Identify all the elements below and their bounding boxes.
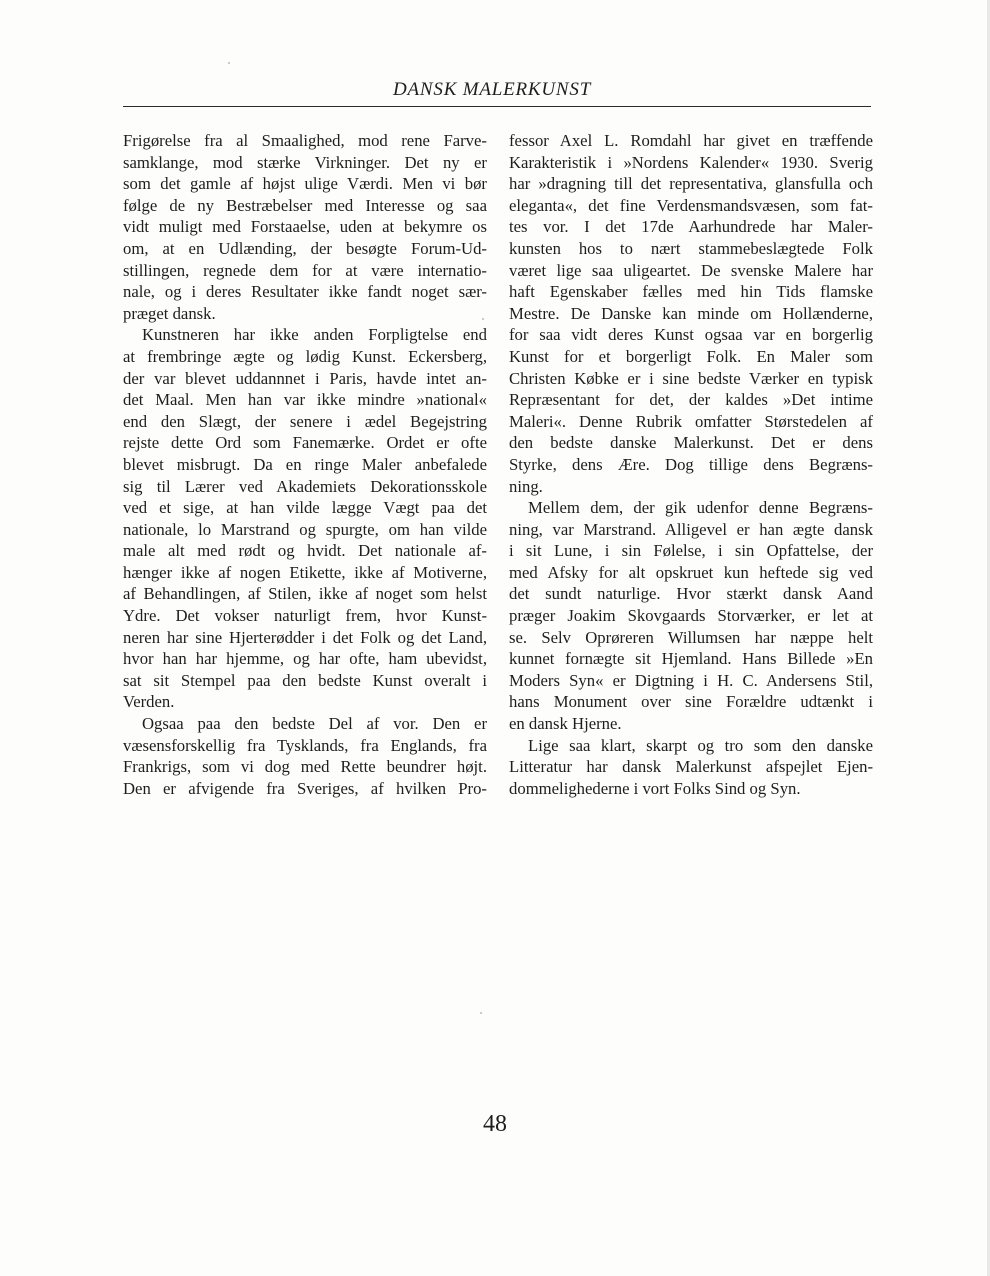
text-line: Ydre. Det vokser naturligt frem, hvor Kunst- [123, 606, 487, 626]
text-line: ning, var Marstrand. Alligevel er han ægte dansk [509, 519, 873, 539]
text-line: ved et sige, at han vilde lægge Vægt paa det [123, 498, 487, 518]
text-line: Ogsaa paa den bedste Del af vor. Den er [142, 714, 487, 734]
text-line: Moders Syn« er Digtning i H. C. Andersens Stil, [509, 670, 873, 690]
text-line: har »dragning till det representativa, glansfulla och [509, 174, 873, 194]
text-line: neren har sine Hjerterødder i det Folk og det Land, [123, 627, 487, 647]
paper-speck [480, 1012, 482, 1014]
text-line: Mellem dem, der gik udenfor denne Begræns- [528, 498, 873, 518]
text-line: blevet misbrugt. Da en ringe Maler anbefalede [123, 454, 487, 474]
text-line: af Behandlingen, af Stilen, ikke af noget som helst [123, 584, 487, 604]
text-line: samklange, mod stærke Virkninger. Det ny er [123, 152, 487, 172]
left-text-column [123, 130, 487, 799]
text-line: det sundt naturlige. Hvor stærkt dansk Aand [509, 584, 873, 604]
text-line: Styrke, dens Ære. Dog tillige dens Begræns- [509, 454, 873, 474]
text-line: hvor han har hjemme, og har ofte, ham ubevidst, [123, 649, 487, 669]
paper-speck [228, 62, 230, 64]
text-line: haft Egenskaber fælles med hin Tids flamske [509, 282, 873, 302]
text-line: følge de ny Bestræbelser med Interesse og saa [123, 195, 487, 215]
text-line: Frankrigs, som vi dog med Rette beundrer højt. [123, 757, 487, 777]
text-line: væsensforskellig fra Tysklands, fra Englands, fra [123, 735, 487, 755]
text-line: præger Joakim Skovgaards Storværker, er let at [509, 606, 873, 626]
text-line: Verden. [123, 692, 175, 712]
text-line: stillingen, regnede dem for at være internatio- [123, 260, 487, 280]
text-line: kunsten hos to nært stammebeslægtede Folk [509, 238, 873, 258]
running-header [123, 78, 871, 107]
text-line: Lige saa klart, skarpt og tro som den danske [528, 735, 873, 755]
text-line: Repræsentant for det, der kaldes »Det intime [509, 390, 873, 410]
text-line: Litteratur har dansk Malerkunst afspejlet Ejen- [509, 757, 873, 777]
text-line: Christen Købke er i sine bedste Værker en typisk [509, 368, 873, 388]
text-line: rejste dette Ord som Fanemærke. Ordet er ofte [123, 433, 487, 453]
text-line: se. Selv Oprøreren Willumsen har næppe helt [509, 627, 873, 647]
text-line: at frembringe ægte og lødig Kunst. Eckersberg, [123, 346, 487, 366]
text-line: eleganta«, det fine Verdensmandsvæsen, som fat- [509, 195, 873, 215]
text-line: Mestre. De Danske kan minde om Hollænderne, [509, 303, 873, 323]
page-number: 48 [483, 1111, 507, 1137]
text-line: kunnet fornægte sit Hjemland. Hans Billede »En [509, 649, 873, 669]
text-line: en dansk Hjerne. [509, 714, 622, 734]
paper-speck [482, 318, 484, 320]
text-line: Kunstneren har ikke anden Forpligtelse end [142, 325, 487, 345]
text-line: med Afsky for alt opskruet kun heftede sig ved [509, 562, 873, 582]
text-line: Kunst for et borgerligt Folk. En Maler som [509, 346, 873, 366]
text-line: nationale, lo Marstrand og spurgte, om han vilde [123, 519, 487, 539]
text-line: ning. [509, 476, 543, 496]
text-line: fessor Axel L. Romdahl har givet en træffende [509, 131, 873, 150]
text-line: for saa vidt deres Kunst ogsaa var en borgerlig [509, 325, 873, 345]
text-line: det Maal. Men han var ikke mindre »national« [123, 390, 487, 410]
text-line: Karakteristik i »Nordens Kalender« 1930. Sverig [509, 152, 873, 172]
running-title: DANSK MALERKUNST [393, 79, 592, 100]
text-line: hans Monument over sine Forældre udtænkt i [509, 692, 873, 712]
text-line: dommelighederne i vort Folks Sind og Syn. [509, 778, 801, 798]
text-line: vidt muligt med Forstaaelse, uden at bekymre os [123, 217, 487, 237]
text-line: male alt med rødt og hvidt. Det nationale af- [123, 541, 487, 561]
text-line: den bedste danske Malerkunst. Det er dens [509, 433, 873, 453]
text-line: tes vor. I det 17de Aarhundrede har Maler- [509, 217, 873, 237]
text-line: nale, og i deres Resultater ikke fandt noget sær- [123, 282, 487, 302]
text-line: end den Slægt, der senere i ædel Begejstring [123, 411, 487, 431]
right-text-column [509, 130, 873, 799]
text-line: i sit Lune, i sin Følelse, i sin Opfattelse, der [509, 541, 873, 561]
text-line: Maleri«. Denne Rubrik omfatter Størstedelen af [509, 411, 873, 431]
text-line: sig til Lærer ved Akademiets Dekorationsskole [123, 476, 487, 496]
text-line: præget dansk. [123, 303, 216, 323]
text-line: som det gamle af højst ulige Værdi. Men vi bør [123, 174, 487, 194]
text-line: Den er afvigende fra Sveriges, af hvilken Pro- [123, 778, 487, 798]
text-line: Frigørelse fra al Smaalighed, mod rene Farve- [123, 131, 487, 150]
text-line: om, at en Udlænding, der besøgte Forum-Ud- [123, 238, 487, 258]
text-line: været lige saa uligeartet. De svenske Malere har [509, 260, 873, 280]
text-line: sat sit Stempel paa den bedste Kunst overalt i [123, 670, 487, 690]
text-line: der var blevet uddannnet i Paris, havde intet an- [123, 368, 487, 388]
text-line: hænger ikke af nogen Etikette, ikke af Motiverne, [123, 562, 487, 582]
